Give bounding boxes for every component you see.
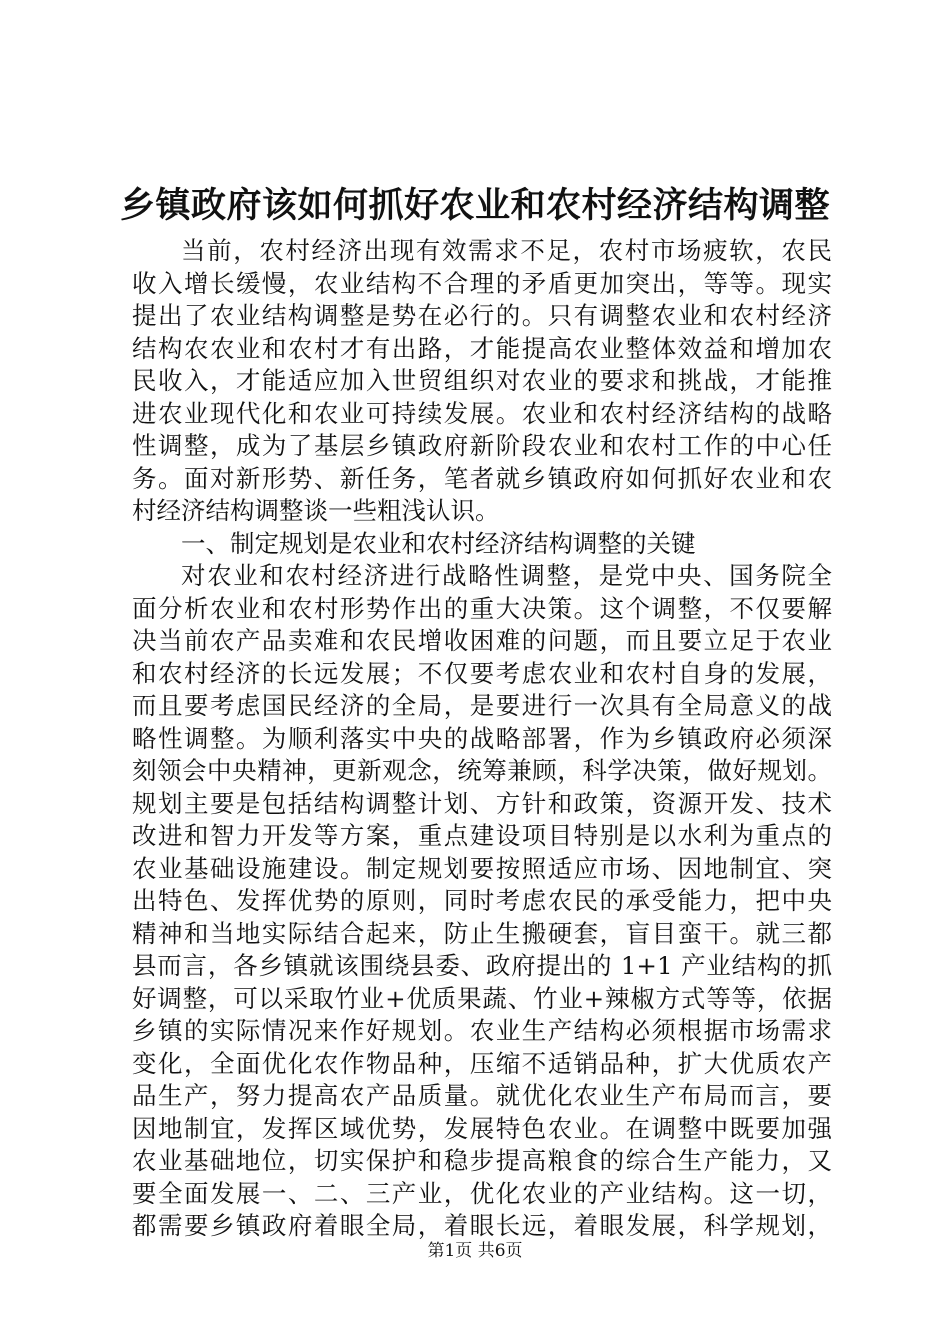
- paragraph-line: 出特色、发挥优势的原则，同时考虑农民的承受能力，把中央: [132, 886, 832, 915]
- paragraph-line: 农业基础地位，切实保护和稳步提高粮食的综合生产能力，又: [132, 1146, 832, 1175]
- paragraph-line: 要全面发展一、二、三产业，优化农业的产业结构。这一切，: [132, 1178, 832, 1208]
- paragraph-line: 进农业现代化和农业可持续发展。农业和农村经济结构的战略: [132, 398, 832, 428]
- paragraph-line: 民收入，才能适应加入世贸组织对农业的要求和挑战，才能推: [132, 366, 832, 395]
- page-number-footer: 第1页 共6页: [427, 1241, 523, 1261]
- paragraph-line: 而且要考虑国民经济的全局，是要进行一次具有全局意义的战: [132, 691, 832, 720]
- paragraph-line: 都需要乡镇政府着眼全局，着眼长远，着眼发展，科学规划，: [132, 1211, 832, 1240]
- paragraph-line: 规划主要是包括结构调整计划、方针和政策，资源开发、技术: [132, 788, 832, 818]
- document-title: 乡镇政府该如何抓好农业和农村经济结构调整: [119, 185, 830, 226]
- paragraph-line: 精神和当地实际结合起来，防止生搬硬套，盲目蛮干。就三都: [132, 918, 832, 948]
- section-heading: 一、制定规划是农业和农村经济结构调整的关键: [181, 528, 696, 558]
- paragraph-line: 对农业和农村经济进行战略性调整，是党中央、国务院全: [181, 561, 832, 590]
- document-body: [132, 235, 832, 1243]
- paragraph-line: 刻领会中央精神，更新观念，统筹兼顾，科学决策，做好规划。: [132, 756, 832, 785]
- paragraph-line: 当前，农村经济出现有效需求不足，农村市场疲软，农民: [181, 236, 832, 265]
- paragraph-line: 因地制宜，发挥区域优势，发展特色农业。在调整中既要加强: [132, 1113, 832, 1143]
- paragraph-line: 结构农农业和农村才有出路，才能提高农业整体效益和增加农: [132, 333, 832, 363]
- paragraph-line: 变化，全面优化农作物品种，压缩不适销品种，扩大优质农产: [132, 1048, 832, 1078]
- paragraph-line: 面分析农业和农村形势作出的重大决策。这个调整，不仅要解: [132, 593, 832, 623]
- paragraph-line: 品生产，努力提高农产品质量。就优化农业生产布局而言，要: [132, 1081, 832, 1110]
- paragraph-line: 乡镇的实际情况来作好规划。农业生产结构必须根据市场需求: [132, 1016, 832, 1045]
- paragraph-line: 村经济结构调整谈一些粗浅认识。: [132, 496, 500, 525]
- paragraph-line: 略性调整。为顺利落实中央的战略部署，作为乡镇政府必须深: [132, 723, 832, 753]
- paragraph-line: 农业基础设施建设。制定规划要按照适应市场、因地制宜、突: [132, 853, 832, 883]
- paragraph-line: 和农村经济的长远发展；不仅要考虑农业和农村自身的发展，: [132, 658, 832, 688]
- paragraph-line: 务。面对新形势、新任务，笔者就乡镇政府如何抓好农业和农: [132, 463, 832, 493]
- paragraph-line: 县而言，各乡镇就该围绕县委、政府提出的 1+1 产业结构的抓: [132, 951, 832, 980]
- paragraph-line: 收入增长缓慢，农业结构不合理的矛盾更加突出，等等。现实: [132, 268, 832, 298]
- paragraph-line: 提出了农业结构调整是势在必行的。只有调整农业和农村经济: [132, 301, 832, 330]
- paragraph-line: 决当前农产品卖难和农民增收困难的问题，而且要立足于农业: [132, 626, 832, 655]
- paragraph-line: 性调整，成为了基层乡镇政府新阶段农业和农村工作的中心任: [132, 431, 832, 460]
- paragraph-line: 改进和智力开发等方案，重点建设项目特别是以水利为重点的: [132, 821, 832, 850]
- paragraph-line: 好调整，可以采取竹业+优质果蔬、竹业+辣椒方式等等，依据: [132, 983, 832, 1013]
